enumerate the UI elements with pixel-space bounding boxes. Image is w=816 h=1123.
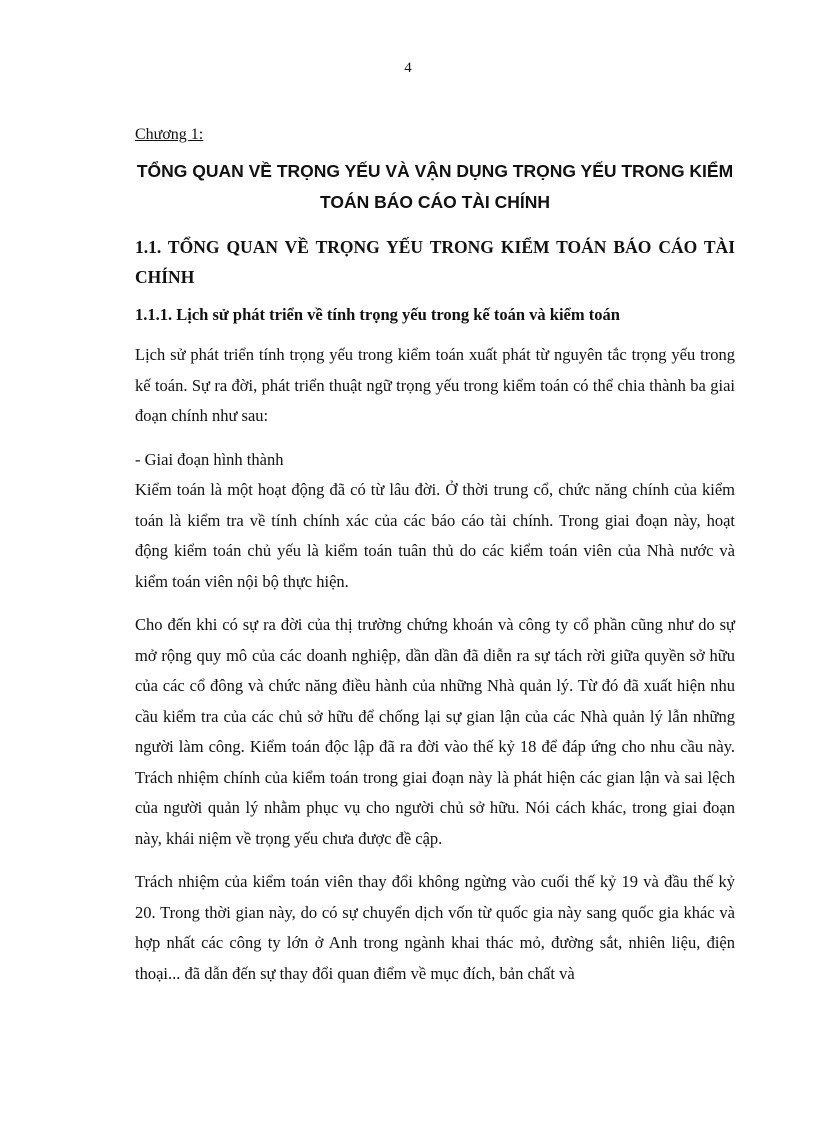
paragraph-history: Kiểm toán là một hoạt động đã có từ lâu đời. Ở thời trung cổ, chức năng chính của kiểm toán là kiểm tra về tính chính xác của các báo cáo tài chính. Trong giai đoạn này, hoạt động kiểm toán chủ yếu là kiểm toán tuân thủ do các kiểm toán viên của Nhà nước và kiểm toán viên nội bộ thực hiện. [135,480,735,591]
list-item-stage: - Giai đoạn hình thành [135,449,284,469]
chapter-title: TỔNG QUAN VỀ TRỌNG YẾU VÀ VẬN DỤNG TRỌNG YẾU TRONG KIỂM TOÁN BÁO CÁO TÀI CHÍNH [136,161,734,212]
paragraph-intro: Lịch sử phát triển tính trọng yếu trong kiểm toán xuất phát từ nguyên tắc trọng yếu trong kế toán. Sự ra đời, phát triển thuật ngữ trọng yếu trong kiểm toán có thể chia thành ba giai đoạn chính như sau: [135,345,735,425]
section-heading: 1.1. TỔNG QUAN VỀ TRỌNG YẾU TRONG KIỂM TOÁN BÁO CÁO TÀI CHÍNH [135,237,735,287]
chapter-label: Chương 1: [135,126,204,143]
page-number: 4 [404,60,412,76]
paragraph-responsibility: Trách nhiệm của kiểm toán viên thay đổi không ngừng vào cuối thế kỷ 19 và đầu thế kỷ 20. Trong thời gian này, do có sự chuyển dịch vốn từ quốc gia này sang quốc gia khác và hợp nhất các công ty lớn ở Anh trong ngành khai thác mỏ, đường sắt, nhiên liệu, điện thoại... đã dẫn đến sự thay đổi quan điểm về mục đích, bản chất và [135,872,735,983]
document-body [135,126,735,1002]
subsection-heading: 1.1.1. Lịch sử phát triển về tính trọng yếu trong kế toán và kiểm toán [135,305,620,324]
paragraph-independent-audit: Cho đến khi có sự ra đời của thị trường chứng khoán và công ty cổ phần cũng như do sự mở rộng quy mô của các doanh nghiệp, dần dần đã diễn ra sự tách rời giữa quyền sở hữu của các cổ đông và chức năng điều hành của những Nhà quản lý. Từ đó đã xuất hiện nhu cầu kiểm tra của các chủ sở hữu để chống lại sự gian lận của các Nhà quản lý lẫn những người làm công. Kiểm toán độc lập đã ra đời vào thế kỷ 18 để đáp ứng cho nhu cầu này. Trách nhiệm chính của kiểm toán trong giai đoạn này là phát hiện các gian lận và sai lệch của người quản lý nhằm phục vụ cho người chủ sở hữu. Nói cách khác, trong giai đoạn này, khái niệm về trọng yếu chưa được đề cập. [135,615,735,848]
